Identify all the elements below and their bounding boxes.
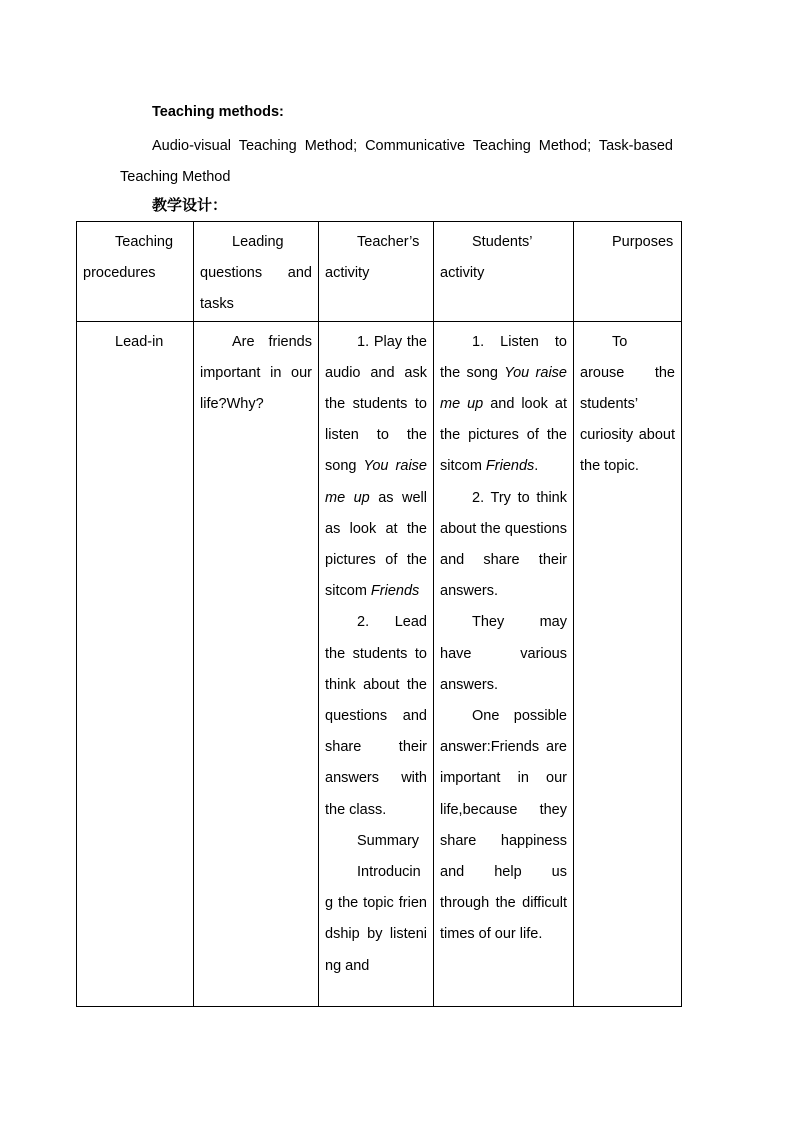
cell-purpose: To arouse the students’ curiosity about the topic. [574,321,682,1006]
header-teacher-activity: Teacher’s activity [319,222,434,322]
students-answers: They may have various answers. [440,614,567,693]
teacher-step-1: 1. Play the audio and ask the students to listen to the song You raise me up as well as look at the pictures of the sitcom Friends [325,333,427,600]
cell-teacher-activity [319,321,434,1006]
students-possible-answer: One possible answer:Friends are important in our life,because they share happiness and help us through the difficult times of our life. [440,708,567,943]
header-students-activity: Students’ activity [434,222,574,322]
teacher-step-2: 2. Lead the students to think about the questions and share their answers with the class. [325,614,427,818]
design-heading: 教学设计： [152,196,228,214]
header-teaching-procedures: Teaching procedures [77,222,194,322]
teacher-summary: Summary [357,832,420,849]
cell-procedure: Lead-in [77,321,194,1006]
students-step-1: 1. Listen to the song You raise me up and look at the pictures of the sitcom Friends. [440,333,567,475]
methods-heading: Teaching methods: [152,104,284,120]
table-row [77,321,682,1006]
cell-students-activity [434,321,574,1006]
methods-text: Audio-visual Teaching Method; Communicative Teaching Method; Task-based Teaching Method [120,138,673,185]
header-leading-questions: Leading questions and tasks [194,222,319,322]
table-header-row [77,222,682,322]
cell-leading-question: Are friends important in our life?Why? [194,321,319,1006]
teacher-introducing: Introducing the topic friendship by listening and [325,864,427,974]
header-purposes: Purposes [574,222,682,322]
students-step-2: 2. Try to think about the questions and share their answers. [440,489,567,600]
teaching-design-table [76,221,682,1007]
